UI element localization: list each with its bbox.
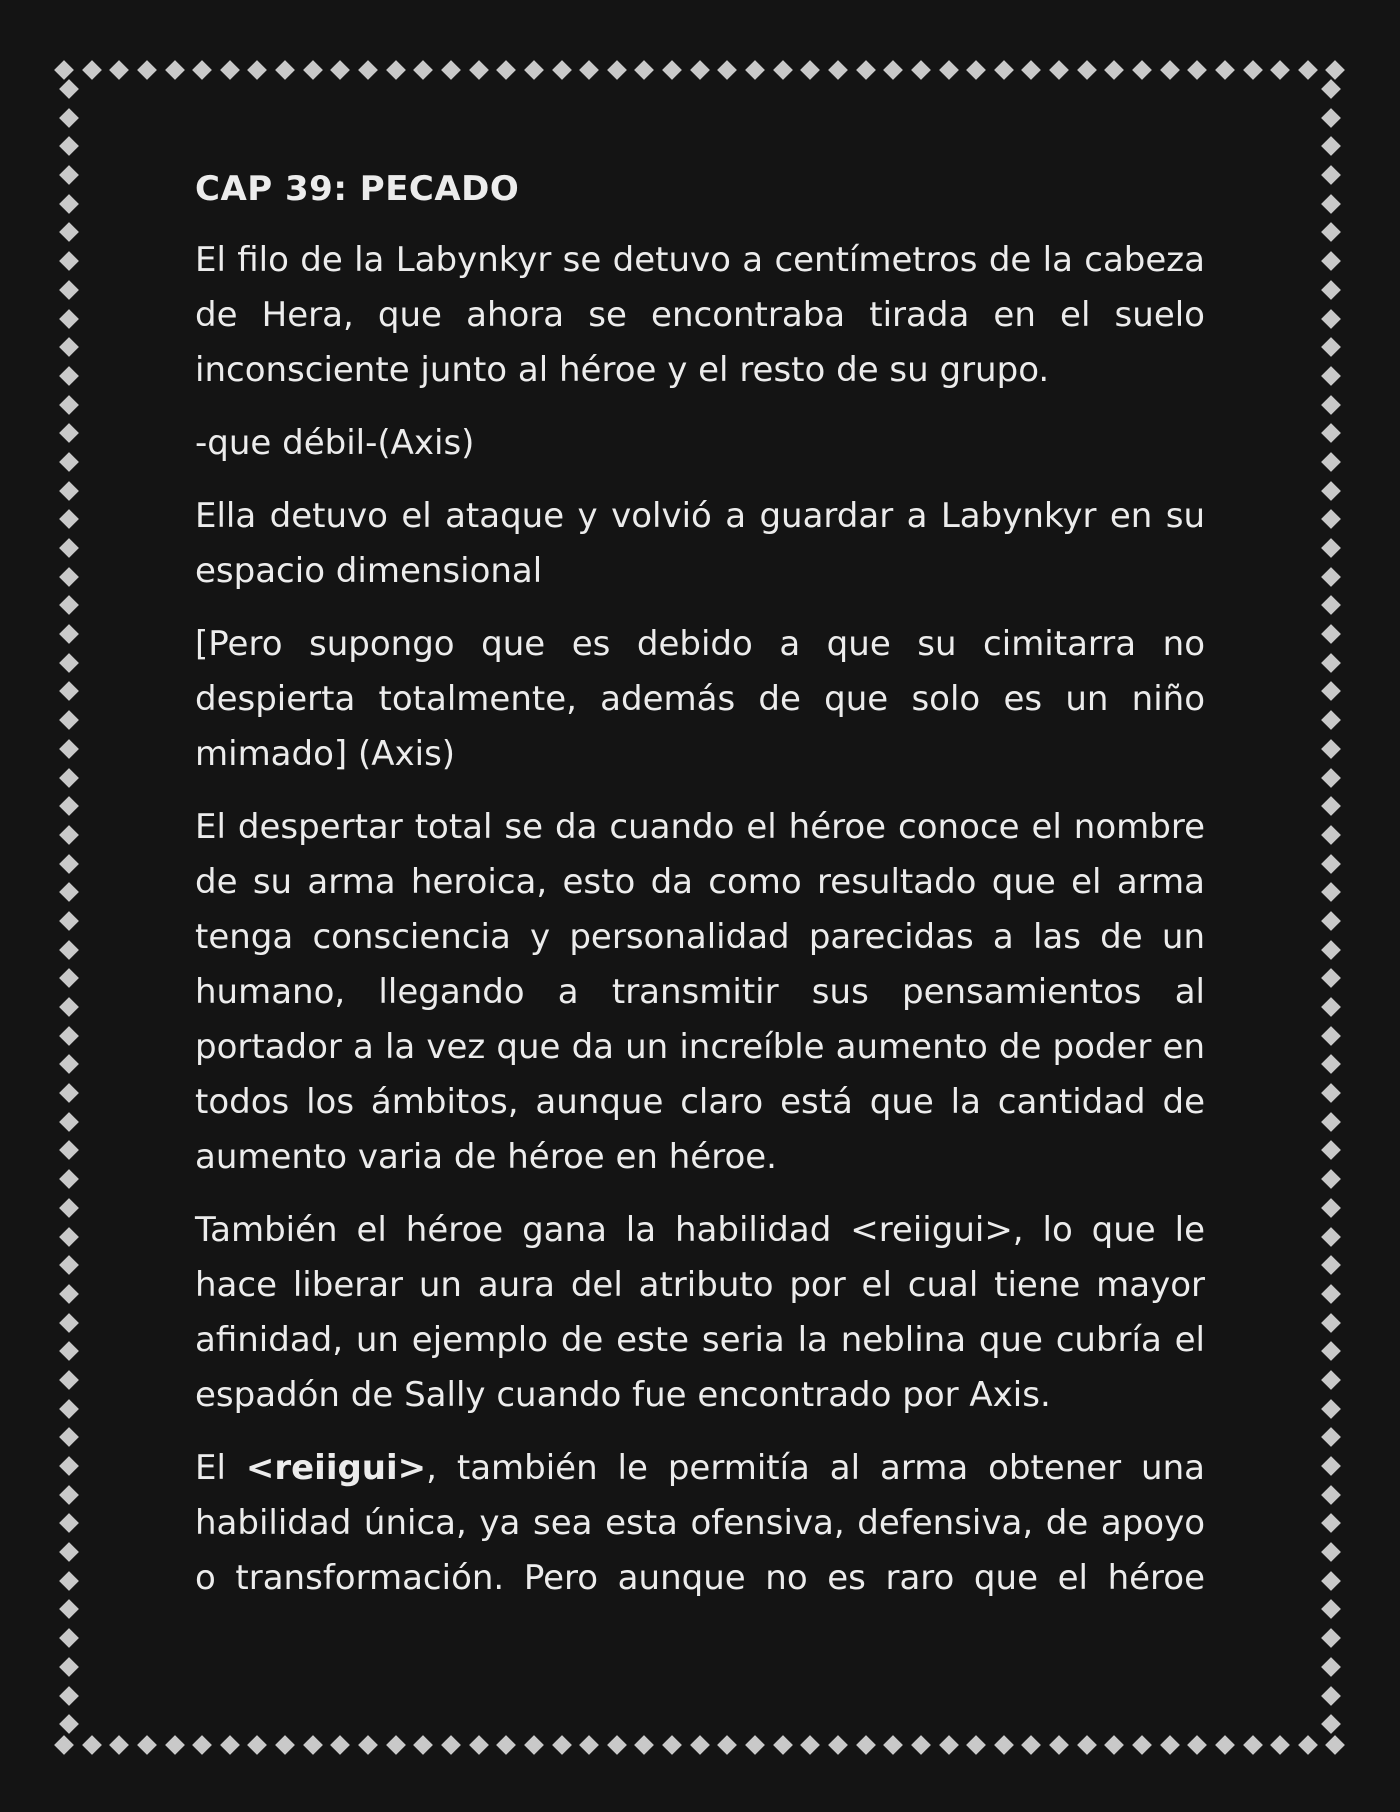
border-diamond xyxy=(59,1657,79,1677)
border-diamond xyxy=(59,940,79,960)
border-diamond xyxy=(248,60,268,80)
border-diamond xyxy=(59,567,79,587)
border-diamond xyxy=(59,366,79,386)
border-diamond xyxy=(137,60,157,80)
border-diamond xyxy=(662,1735,682,1755)
border-diamond xyxy=(59,1686,79,1706)
border-diamond xyxy=(717,60,737,80)
border-diamond xyxy=(1321,452,1341,472)
border-diamond xyxy=(59,854,79,874)
border-diamond xyxy=(59,653,79,673)
border-diamond xyxy=(59,1255,79,1275)
paragraph: El despertar total se da cuando el héroe conoce el nombre de su arma heroica, esto da como resultado que el arma tenga consciencia y personalidad parecidas a las de un humano, llegando a transmitir sus pensamientos al portador a la vez que da un increíble aumento de poder en todos los ámbitos, aunque claro está que la cantidad de aumento varia de héroe en héroe. xyxy=(195,807,1205,1177)
border-top xyxy=(57,58,1343,82)
border-right xyxy=(1319,82,1343,1732)
border-diamond xyxy=(220,60,240,80)
border-diamond xyxy=(1243,1735,1263,1755)
border-diamond xyxy=(59,337,79,357)
border-diamond xyxy=(552,1735,572,1755)
border-diamond xyxy=(59,1513,79,1533)
border-diamond xyxy=(331,1735,351,1755)
border-diamond xyxy=(994,1735,1014,1755)
border-diamond xyxy=(358,1735,378,1755)
border-diamond xyxy=(1321,567,1341,587)
border-diamond xyxy=(165,1735,185,1755)
border-diamond xyxy=(1321,997,1341,1017)
border-diamond xyxy=(717,1735,737,1755)
border-diamond xyxy=(220,1735,240,1755)
border-diamond xyxy=(1321,194,1341,214)
border-diamond xyxy=(1321,1313,1341,1333)
border-diamond xyxy=(59,538,79,558)
border-diamond xyxy=(1321,1542,1341,1562)
border-diamond xyxy=(59,997,79,1017)
border-diamond xyxy=(1326,60,1346,80)
border-diamond xyxy=(1132,1735,1152,1755)
border-diamond xyxy=(59,1370,79,1390)
border-diamond xyxy=(441,60,461,80)
border-diamond xyxy=(109,60,129,80)
border-diamond xyxy=(966,1735,986,1755)
border-diamond xyxy=(1321,825,1341,845)
border-diamond xyxy=(59,251,79,271)
border-diamond xyxy=(1321,1198,1341,1218)
border-diamond xyxy=(1321,1169,1341,1189)
border-diamond xyxy=(59,739,79,759)
border-diamond xyxy=(1077,60,1097,80)
paragraph-last xyxy=(195,1441,1205,1606)
border-diamond xyxy=(386,60,406,80)
border-diamond xyxy=(59,1026,79,1046)
border-diamond xyxy=(59,1542,79,1562)
border-diamond xyxy=(275,60,295,80)
border-diamond xyxy=(911,60,931,80)
border-left xyxy=(57,82,81,1732)
border-diamond xyxy=(1132,60,1152,80)
border-diamond xyxy=(441,1735,461,1755)
border-diamond xyxy=(800,1735,820,1755)
border-diamond xyxy=(1321,1657,1341,1677)
border-diamond xyxy=(59,79,79,99)
border-diamond xyxy=(1321,796,1341,816)
border-diamond xyxy=(1321,309,1341,329)
border-diamond xyxy=(1321,1141,1341,1161)
border-diamond xyxy=(59,796,79,816)
border-diamond xyxy=(1321,1686,1341,1706)
border-diamond xyxy=(1321,1571,1341,1591)
border-diamond xyxy=(800,60,820,80)
border-diamond xyxy=(524,1735,544,1755)
border-diamond xyxy=(59,1399,79,1419)
border-diamond xyxy=(1321,653,1341,673)
chapter-content xyxy=(195,162,1205,1624)
border-diamond xyxy=(59,452,79,472)
border-diamond xyxy=(59,1571,79,1591)
border-diamond xyxy=(579,60,599,80)
border-diamond xyxy=(1321,108,1341,128)
border-diamond xyxy=(856,60,876,80)
border-diamond xyxy=(59,309,79,329)
border-diamond xyxy=(109,1735,129,1755)
border-diamond xyxy=(59,768,79,788)
border-diamond xyxy=(883,60,903,80)
border-diamond xyxy=(248,1735,268,1755)
border-diamond xyxy=(1321,1026,1341,1046)
border-diamond xyxy=(1321,768,1341,788)
border-diamond xyxy=(1321,395,1341,415)
border-diamond xyxy=(469,60,489,80)
border-diamond xyxy=(1022,60,1042,80)
border-diamond xyxy=(745,1735,765,1755)
border-diamond xyxy=(635,60,655,80)
border-diamond xyxy=(579,1735,599,1755)
border-diamond xyxy=(1321,1456,1341,1476)
border-diamond xyxy=(828,60,848,80)
border-diamond xyxy=(1321,710,1341,730)
border-diamond xyxy=(59,968,79,988)
border-diamond xyxy=(59,710,79,730)
border-diamond xyxy=(1215,1735,1235,1755)
border-diamond xyxy=(552,60,572,80)
border-diamond xyxy=(59,280,79,300)
border-diamond xyxy=(1321,1513,1341,1533)
paragraph: -que débil-(Axis) xyxy=(195,423,475,463)
border-diamond xyxy=(911,1735,931,1755)
border-diamond xyxy=(1321,223,1341,243)
border-diamond xyxy=(1321,624,1341,644)
border-diamond xyxy=(59,165,79,185)
border-diamond xyxy=(59,1083,79,1103)
border-diamond xyxy=(1298,60,1318,80)
border-diamond xyxy=(1077,1735,1097,1755)
border-diamond xyxy=(1160,60,1180,80)
border-diamond xyxy=(59,108,79,128)
border-diamond xyxy=(59,1169,79,1189)
paragraph: El filo de la Labynkyr se detuvo a centímetros de la cabeza de Hera, que ahora se encontraba tirada en el suelo inconsciente junto al héroe y el resto de su grupo. xyxy=(195,240,1205,390)
border-diamond xyxy=(59,1054,79,1074)
border-diamond xyxy=(1321,1083,1341,1103)
border-diamond xyxy=(1321,968,1341,988)
border-diamond xyxy=(54,60,74,80)
border-diamond xyxy=(1215,60,1235,80)
border-diamond xyxy=(59,882,79,902)
border-diamond xyxy=(275,1735,295,1755)
border-diamond xyxy=(1187,60,1207,80)
chapter-title: CAP 39: PECADO xyxy=(195,169,520,209)
border-diamond xyxy=(1321,682,1341,702)
border-diamond xyxy=(59,595,79,615)
border-diamond xyxy=(82,1735,102,1755)
border-diamond xyxy=(1326,1735,1346,1755)
border-diamond xyxy=(1321,136,1341,156)
border-diamond xyxy=(59,624,79,644)
border-diamond xyxy=(59,1628,79,1648)
border-diamond xyxy=(1321,1341,1341,1361)
border-diamond xyxy=(662,60,682,80)
border-diamond xyxy=(331,60,351,80)
border-diamond xyxy=(1243,60,1263,80)
border-diamond xyxy=(607,1735,627,1755)
border-diamond xyxy=(1321,1628,1341,1648)
border-diamond xyxy=(1321,337,1341,357)
border-diamond xyxy=(773,1735,793,1755)
border-diamond xyxy=(59,481,79,501)
border-diamond xyxy=(1321,481,1341,501)
border-diamond xyxy=(59,223,79,243)
border-diamond xyxy=(1049,60,1069,80)
border-diamond xyxy=(59,1427,79,1447)
border-diamond xyxy=(1270,60,1290,80)
border-diamond xyxy=(994,60,1014,80)
paragraph: Ella detuvo el ataque y volvió a guardar a Labynkyr en su espacio dimensional xyxy=(195,496,1205,591)
border-diamond xyxy=(1321,1427,1341,1447)
border-diamond xyxy=(496,1735,516,1755)
border-diamond xyxy=(59,1341,79,1361)
border-diamond xyxy=(690,60,710,80)
border-diamond xyxy=(1321,595,1341,615)
border-diamond xyxy=(59,509,79,529)
border-diamond xyxy=(1321,1399,1341,1419)
border-diamond xyxy=(413,60,433,80)
border-diamond xyxy=(59,825,79,845)
border-bottom xyxy=(57,1733,1343,1757)
border-diamond xyxy=(59,682,79,702)
border-diamond xyxy=(165,60,185,80)
border-diamond xyxy=(1321,882,1341,902)
border-diamond xyxy=(1298,1735,1318,1755)
border-diamond xyxy=(690,1735,710,1755)
border-diamond xyxy=(59,1198,79,1218)
border-diamond xyxy=(828,1735,848,1755)
border-diamond xyxy=(59,1284,79,1304)
border-diamond xyxy=(1321,1255,1341,1275)
border-diamond xyxy=(635,1735,655,1755)
border-diamond xyxy=(1104,1735,1124,1755)
border-diamond xyxy=(1321,1284,1341,1304)
border-diamond xyxy=(192,1735,212,1755)
border-diamond xyxy=(137,1735,157,1755)
border-diamond xyxy=(1321,1112,1341,1132)
border-diamond xyxy=(358,60,378,80)
border-diamond xyxy=(59,1313,79,1333)
border-diamond xyxy=(1321,165,1341,185)
border-diamond xyxy=(54,1735,74,1755)
border-diamond xyxy=(59,911,79,931)
paragraph: También el héroe gana la habilidad <reiigui>, lo que le hace liberar un aura del atributo por el cual tiene mayor afinidad, un ejemplo de este seria la neblina que cubría el espadón de Sally cuando fue encontrado por Axis. xyxy=(195,1210,1205,1415)
border-diamond xyxy=(59,194,79,214)
border-diamond xyxy=(939,60,959,80)
reiigui-term: <reiigui> xyxy=(245,1448,427,1488)
border-diamond xyxy=(1321,854,1341,874)
paragraph: [Pero supongo que es debido a que su cimitarra no despierta totalmente, además de que solo es un niño mimado] (Axis) xyxy=(195,624,1205,774)
border-diamond xyxy=(303,1735,323,1755)
paragraph-text: El xyxy=(195,1448,246,1488)
border-diamond xyxy=(496,60,516,80)
border-diamond xyxy=(413,1735,433,1755)
border-diamond xyxy=(59,1485,79,1505)
border-diamond xyxy=(59,136,79,156)
border-diamond xyxy=(1321,280,1341,300)
border-diamond xyxy=(883,1735,903,1755)
border-diamond xyxy=(524,60,544,80)
border-diamond xyxy=(966,60,986,80)
border-diamond xyxy=(1049,1735,1069,1755)
border-diamond xyxy=(59,1600,79,1620)
border-diamond xyxy=(82,60,102,80)
border-diamond xyxy=(607,60,627,80)
border-diamond xyxy=(1022,1735,1042,1755)
border-diamond xyxy=(1270,1735,1290,1755)
border-diamond xyxy=(59,1714,79,1734)
border-diamond xyxy=(469,1735,489,1755)
border-diamond xyxy=(1321,1227,1341,1247)
border-diamond xyxy=(1321,79,1341,99)
border-diamond xyxy=(59,423,79,443)
border-diamond xyxy=(59,1456,79,1476)
border-diamond xyxy=(1321,366,1341,386)
border-diamond xyxy=(1321,739,1341,759)
border-diamond xyxy=(939,1735,959,1755)
border-diamond xyxy=(1321,1485,1341,1505)
border-diamond xyxy=(303,60,323,80)
border-diamond xyxy=(1321,940,1341,960)
border-diamond xyxy=(1321,1600,1341,1620)
border-diamond xyxy=(59,1227,79,1247)
paragraph-text: , también le permitía al arma obtener una habilidad única, ya sea esta ofensiva, defensiva, de apoyo o transformación. Pero aunque no es raro que el héroe xyxy=(195,1448,1205,1598)
border-diamond xyxy=(1321,911,1341,931)
border-diamond xyxy=(59,1141,79,1161)
border-diamond xyxy=(856,1735,876,1755)
border-diamond xyxy=(745,60,765,80)
border-diamond xyxy=(1321,1370,1341,1390)
border-diamond xyxy=(1321,251,1341,271)
border-diamond xyxy=(59,395,79,415)
border-diamond xyxy=(1321,509,1341,529)
border-diamond xyxy=(59,1112,79,1132)
border-diamond xyxy=(1187,1735,1207,1755)
border-diamond xyxy=(1321,1054,1341,1074)
border-diamond xyxy=(1321,1714,1341,1734)
border-diamond xyxy=(1321,423,1341,443)
border-diamond xyxy=(386,1735,406,1755)
border-diamond xyxy=(1321,538,1341,558)
border-diamond xyxy=(192,60,212,80)
border-diamond xyxy=(1104,60,1124,80)
border-diamond xyxy=(773,60,793,80)
border-diamond xyxy=(1160,1735,1180,1755)
